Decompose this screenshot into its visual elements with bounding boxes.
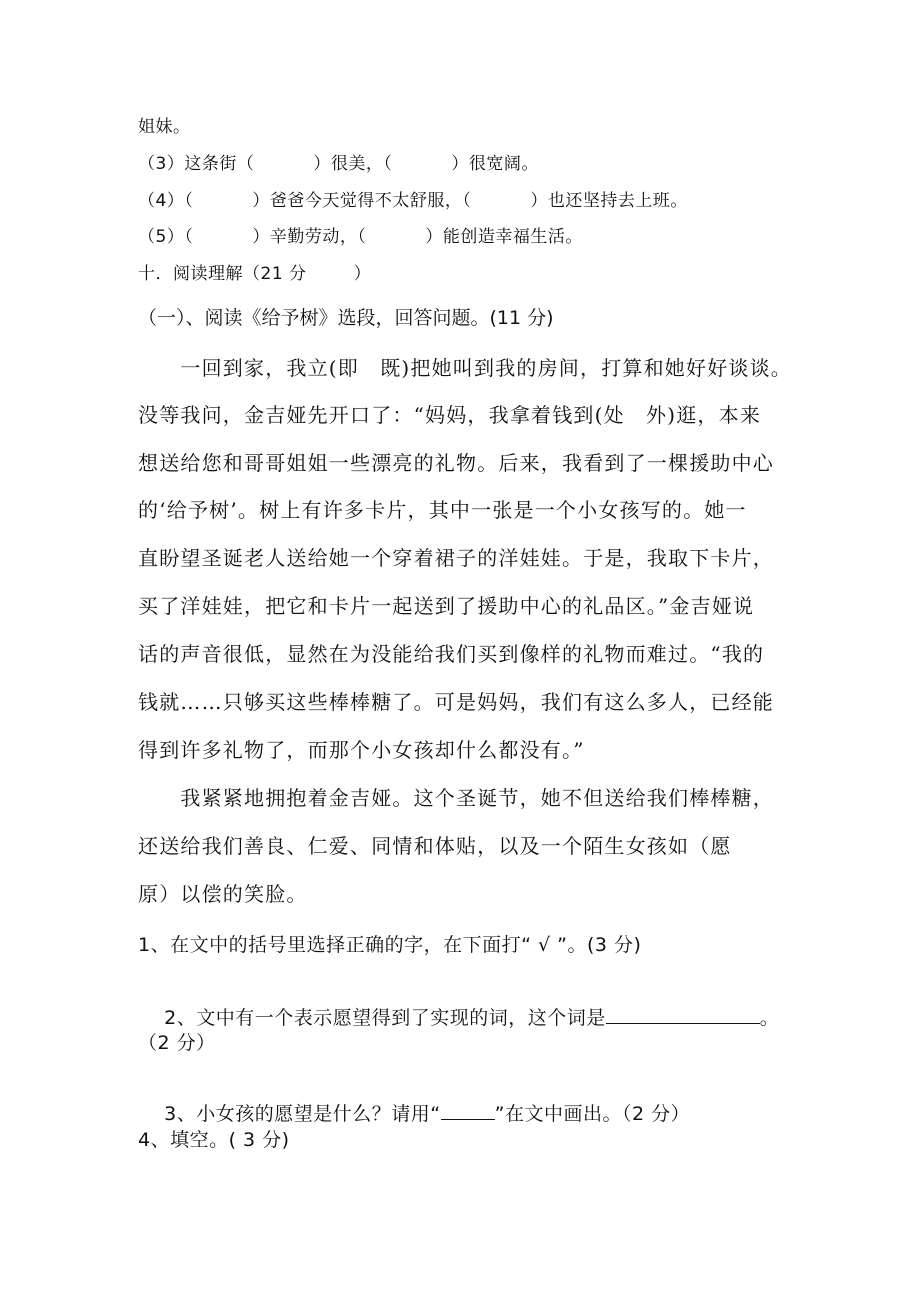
fill-item-5: （5）（ ）辛勤劳动，（ ）能创造幸福生活。 <box>138 227 583 247</box>
section-10-heading: 十．阅读理解（21 分 ） <box>138 264 372 284</box>
fill-item-4: （4）（ ）爸爸今天觉得不太舒服，（ ）也还坚持去上班。 <box>138 191 688 211</box>
passage-line: 直盼望圣诞老人送给她一个穿着裙子的洋娃娃。于是，我取下卡片， <box>138 546 774 570</box>
passage-line: 买了洋娃娃，把它和卡片一起送到了援助中心的礼品区。”金吉娅说 <box>138 594 755 618</box>
fill-item-3: （3）这条街（ ）很美，（ ）很宽阔。 <box>138 154 539 174</box>
passage-line: 还送给我们善良、仁爱、同情和体贴，以及一个陌生女孩如（愿 <box>138 834 732 858</box>
question-2 <box>138 981 779 1052</box>
question-2-text: 2、文中有一个表示愿望得到了实现的词，这个词是 <box>164 1007 606 1029</box>
reading-part-1-title: （一）、阅读《给予树》选段，回答问题。(11 分) <box>138 307 554 329</box>
question-3-text: 3、小女孩的愿望是什么？请用“ <box>164 1103 441 1125</box>
underline-sample <box>441 1118 495 1120</box>
passage-line: 原）以偿的笑脸。 <box>138 882 308 906</box>
passage-line: 的‘给予树’。树上有许多卡片，其中一张是一个小女孩写的。她一 <box>138 498 747 522</box>
question-2-end: 。 <box>759 1007 780 1029</box>
passage-line: 一回到家，我立(即 既)把她叫到我的房间，打算和她好好谈谈。 <box>138 356 793 380</box>
passage-line: 话的声音很低，显然在为没能给我们买到像样的礼物而难过。“我的 <box>138 642 765 666</box>
passage-line: 我紧紧地拥抱着金吉娅。这个圣诞节，她不但送给我们棒棒糖， <box>138 786 774 810</box>
question-1: 1、在文中的括号里选择正确的字，在下面打“ √ ”。(3 分) <box>138 934 642 956</box>
passage-line: 得到许多礼物了，而那个小女孩却什么都没有。” <box>138 738 585 762</box>
passage-line: 想送给您和哥哥姐姐一些漂亮的礼物。后来，我看到了一棵援助中心 <box>138 451 774 475</box>
fill-tail: 姐妹。 <box>138 117 191 137</box>
answer-blank[interactable] <box>606 1022 760 1024</box>
question-2-score: （2 分） <box>138 1032 216 1054</box>
question-4: 4、填空。( 3 分) <box>138 1129 290 1151</box>
passage-line: 没等我问，金吉娅先开口了：“妈妈，我拿着钱到(处 外)逛，本来 <box>138 403 762 427</box>
passage-line: 钱就……只够买这些棒棒糖了。可是妈妈，我们有这么多人，已经能 <box>138 690 774 714</box>
question-3-end: ”在文中画出。（2 分） <box>494 1103 691 1125</box>
